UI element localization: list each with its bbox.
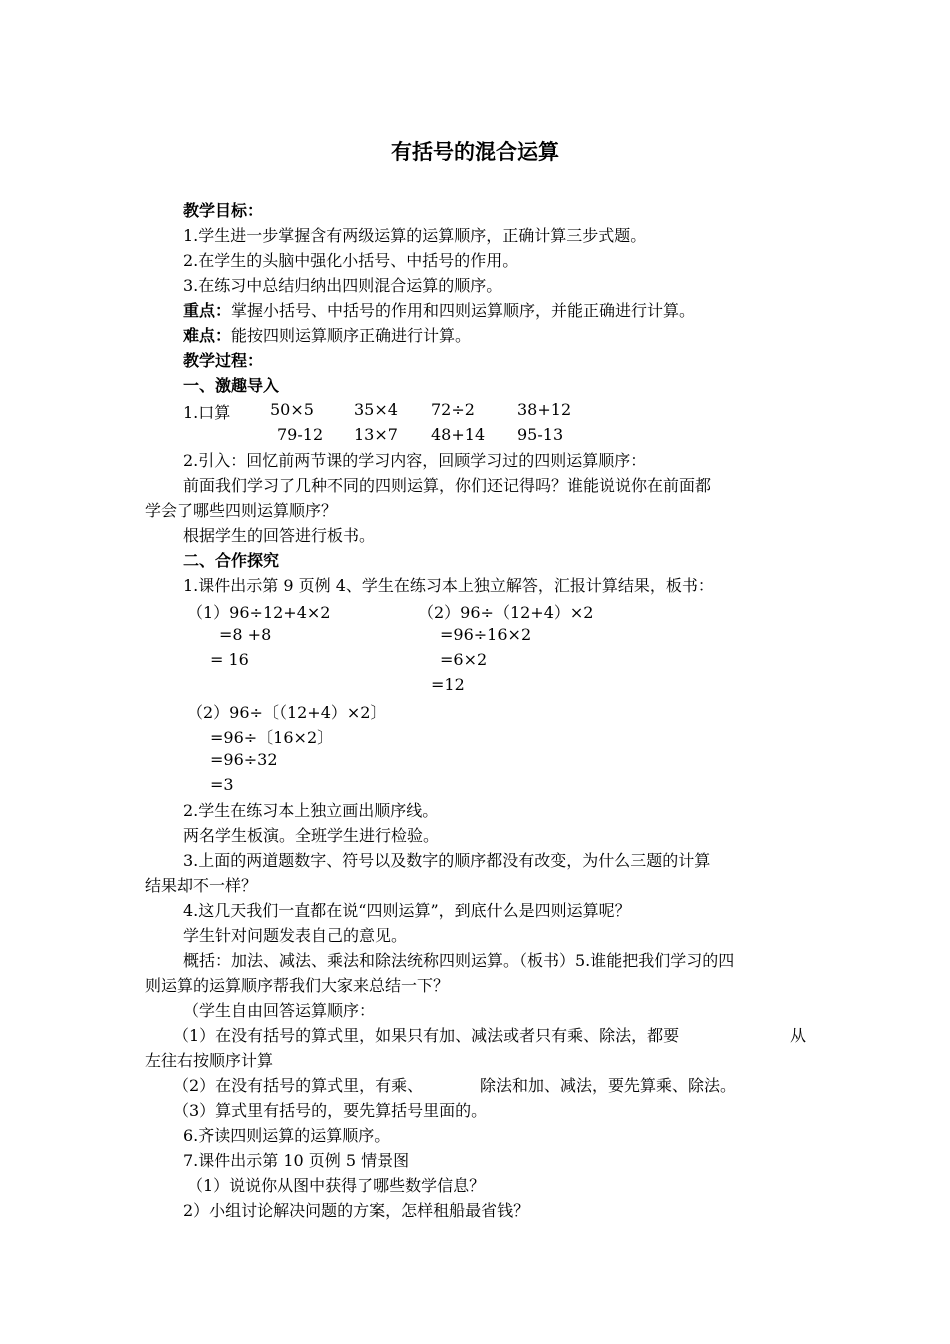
paragraph-line: 7.课件出示第 10 页例 5 情景图 [183, 1151, 410, 1170]
calc-line: （1）96÷12+4×2 [187, 603, 331, 622]
paragraph-line: 学生针对问题发表自己的意见。 [183, 926, 408, 945]
objective-2: 2.在学生的头脑中强化小括号、中括号的作用。 [183, 251, 519, 270]
oral-item: 79-12 [277, 425, 324, 444]
key-point-text: 掌握小括号、中括号的作用和四则运算顺序，并能正确进行计算。 [231, 301, 696, 320]
rule-line: 从 [790, 1026, 807, 1045]
rule-line: （2）在没有括号的算式里，有乘、 [173, 1076, 424, 1095]
calc-line: （2）96÷（12+4）×2 [418, 603, 594, 622]
oral-item: 38+12 [517, 400, 572, 419]
calc-line: =3 [210, 775, 234, 794]
calc-line: （2）96÷〔（12+4）×2〕 [187, 703, 387, 722]
objective-3: 3.在练习中总结归纳出四则混合运算的顺序。 [183, 276, 503, 295]
paragraph-line: 概括：加法、减法、乘法和除法统称四则运算。（板书）5.谁能把我们学习的四 [183, 951, 735, 970]
key-point-label: 重点： [183, 301, 232, 320]
paragraph-line: 6.齐读四则运算的运算顺序。 [183, 1126, 391, 1145]
oral-item: 50×5 [270, 400, 314, 419]
rule-line: （3）算式里有括号的，要先算括号里面的。 [173, 1101, 488, 1120]
oral-item: 48+14 [431, 425, 486, 444]
paragraph-line: 前面我们学习了几种不同的四则运算，你们还记得吗？谁能说说你在前面都 [183, 476, 712, 495]
paragraph-line: （学生自由回答运算顺序： [183, 1001, 376, 1020]
paragraph-line: 则运算的运算顺序帮我们大家来总结一下？ [145, 976, 450, 995]
paragraph-line: 3.上面的两道题数字、符号以及数字的顺序都没有改变，为什么三题的计算 [183, 851, 711, 870]
rule-line: （1）在没有括号的算式里，如果只有加、减法或者只有乘、除法，都要 [173, 1026, 680, 1045]
section2-heading: 二、合作探究 [183, 551, 280, 570]
board-note: 根据学生的回答进行板书。 [183, 526, 376, 545]
oral-item: 35×4 [354, 400, 398, 419]
calc-line: =96÷32 [210, 750, 278, 769]
page-title: 有括号的混合运算 [391, 140, 559, 164]
rule-line: 左往右按顺序计算 [145, 1051, 274, 1070]
intro-line: 2.引入：回忆前两节课的学习内容，回顾学习过的四则运算顺序： [183, 451, 647, 470]
rule-line: 除法和加、减法，要先算乘、除法。 [480, 1076, 737, 1095]
paragraph-line: 两名学生板演。全班学生进行检验。 [183, 826, 440, 845]
calc-line: =12 [431, 675, 465, 694]
calc-line: =96÷〔16×2〕 [210, 728, 334, 747]
paragraph-line: 4.这几天我们一直都在说“四则运算”，到底什么是四则运算呢？ [183, 901, 631, 920]
paragraph-line: （1）说说你从图中获得了哪些数学信息？ [187, 1176, 486, 1195]
calc-line: =6×2 [440, 650, 488, 669]
oral-item: 95-13 [517, 425, 564, 444]
difficulty-text: 能按四则运算顺序正确进行计算。 [231, 326, 472, 345]
example-line: 1.课件出示第 9 页例 4、学生在练习本上独立解答，汇报计算结果，板书： [183, 576, 714, 595]
paragraph-line: 2.学生在练习本上独立画出顺序线。 [183, 801, 439, 820]
calc-line: =96÷16×2 [440, 625, 532, 644]
calc-line: =8 +8 [219, 625, 272, 644]
process-heading: 教学过程： [183, 351, 264, 370]
key-point [183, 300, 695, 322]
objective-1: 1.学生进一步掌握含有两级运算的运算顺序，正确计算三步式题。 [183, 226, 647, 245]
oral-label: 1.口算 [183, 403, 231, 422]
paragraph-line: 学会了哪些四则运算顺序？ [145, 501, 338, 520]
paragraph-line: 2）小组讨论解决问题的方案，怎样租船最省钱？ [183, 1201, 530, 1220]
objectives-heading: 教学目标： [183, 201, 264, 220]
paragraph-line: 结果却不一样？ [145, 876, 258, 895]
oral-item: 72÷2 [431, 400, 475, 419]
section1-heading: 一、激趣导入 [183, 376, 280, 395]
difficulty [183, 325, 471, 347]
oral-item: 13×7 [354, 425, 398, 444]
difficulty-label: 难点： [183, 326, 232, 345]
calc-line: = 16 [210, 650, 249, 669]
